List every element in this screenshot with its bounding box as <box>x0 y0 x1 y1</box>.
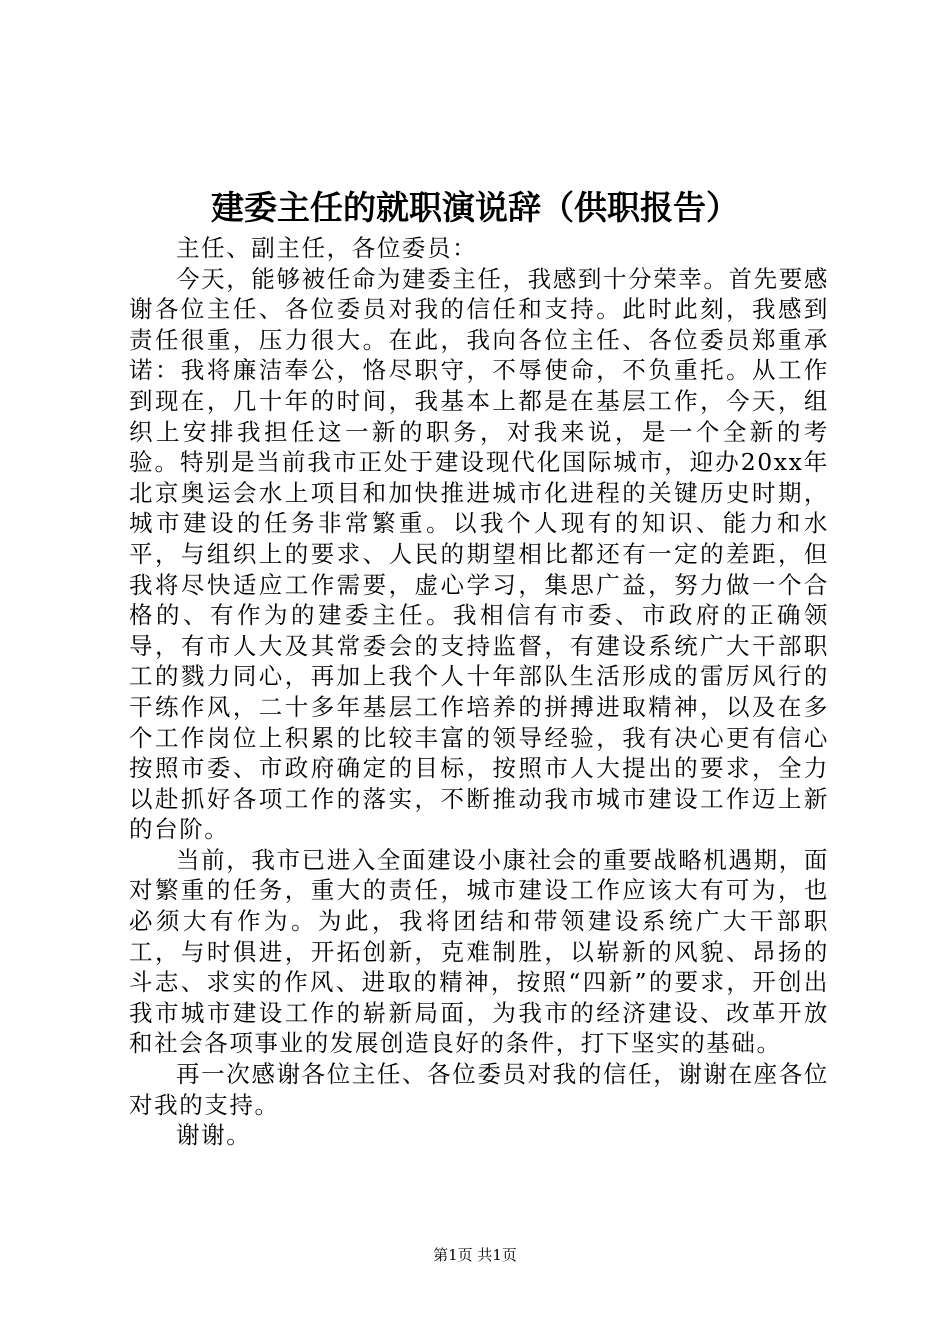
closing-paragraph: 谢谢。 <box>176 1121 252 1150</box>
thanks-paragraph: 再一次感谢各位主任、各位委员对我的信任，谢谢在座各位对我的支持。 <box>129 1060 829 1119</box>
page-number-footer: 第1页 共1页 <box>433 1246 517 1264</box>
body-paragraph-1: 今天，能够被任命为建委主任，我感到十分荣幸。首先要感谢各位主任、各位委员对我的信任和支持。此时此刻，我感到责任很重，压力很大。在此，我向各位主任、各位委员郑重承诺：我将廉洁奉公，恪尽职守，不辱使命，不负重托。从工作到现在，几十年的时间，我基本上都是在基层工作，今天，组织上安排我担任这一新的职务，对我来说，是一个全新的考验。特别是当前我市正处于建设现代化国际城市，迎办20xx年北京奥运会水上项目和加快推进城市化进程的关键历史时期，城市建设的任务非常繁重。以我个人现有的知识、能力和水平，与组织上的要求、人民的期望相比都还有一定的差距，但我将尽快适应工作需要，虚心学习，集思广益，努力做一个合格的、有作为的建委主任。我相信有市委、市政府的正确领导，有市人大及其常委会的支持监督，有建设系统广大干部职工的戮力同心，再加上我个人十年部队生活形成的雷厉风行的干练作风，二十多年基层工作培养的拼搏进取精神，以及在多个工作岗位上积累的比较丰富的领导经验，我有决心更有信心按照市委、市政府确定的目标，按照市人大提出的要求，全力以赴抓好各项工作的落实，不断推动我市城市建设工作迈上新的台阶。 <box>129 264 829 844</box>
body-paragraph-2: 当前，我市已进入全面建设小康社会的重要战略机遇期，面对繁重的任务，重大的责任，城市建设工作应该大有可为，也必须大有作为。为此，我将团结和带领建设系统广大干部职工，与时俱进，开拓创新，克难制胜，以崭新的风貌、昂扬的斗志、求实的作风、进取的精神，按照“四新”的要求，开创出我市城市建设工作的崭新局面，为我市的经济建设、改革开放和社会各项事业的发展创造良好的条件，打下坚实的基础。 <box>129 845 829 1058</box>
salutation-paragraph: 主任、副主任，各位委员： <box>176 234 478 262</box>
document-title: 建委主任的就职演说辞（供职报告） <box>211 188 739 227</box>
document-body <box>129 233 829 1151</box>
